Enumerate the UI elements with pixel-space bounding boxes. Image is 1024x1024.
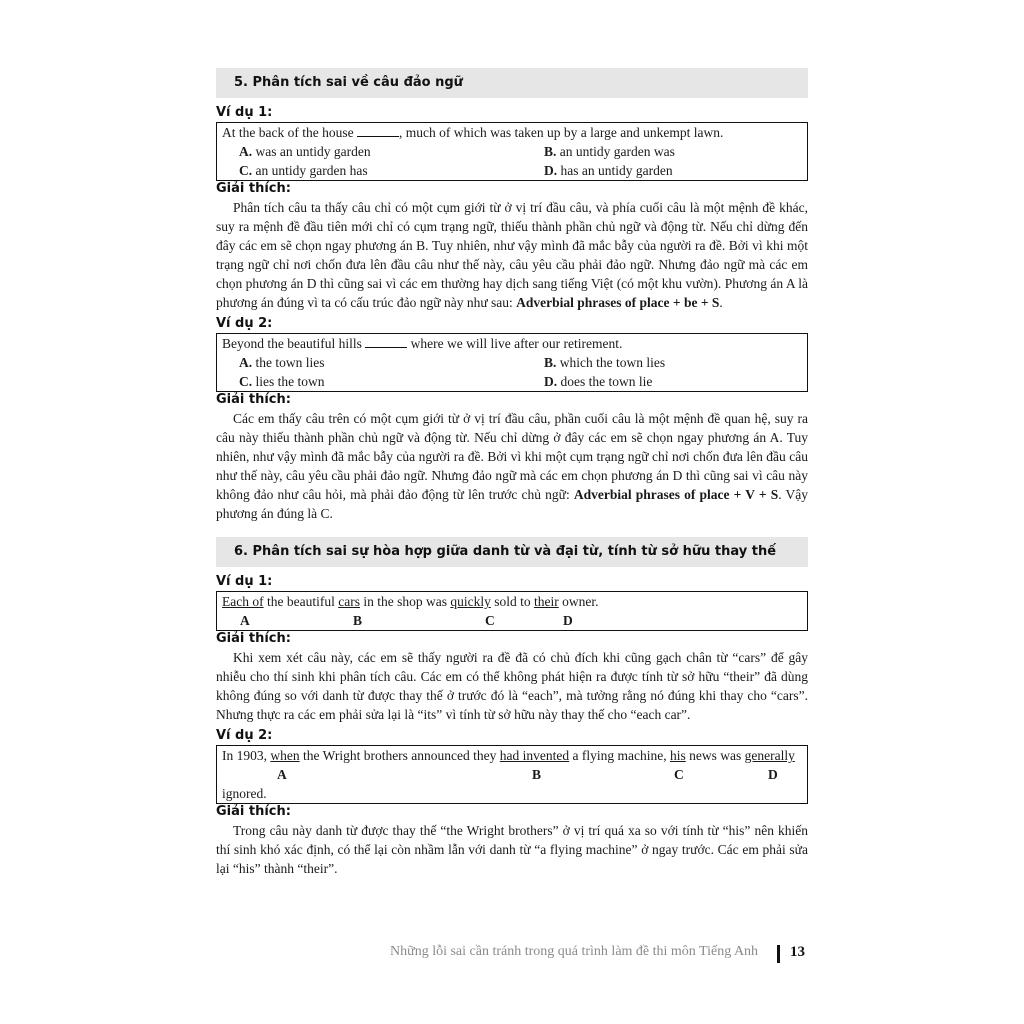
answer-letters [222, 611, 807, 630]
answer-options [222, 142, 807, 180]
option-text: an untidy garden was [559, 144, 675, 159]
question-text-end: , much of which was taken up by a large and unkempt lawn. [398, 125, 724, 140]
option-d [544, 372, 807, 391]
underlined-a: Each of [222, 594, 264, 609]
underlined-c: quickly [450, 594, 491, 609]
letter-a: A [240, 613, 250, 628]
explanation-label: Giải thích: [216, 631, 291, 646]
underlined-c: his [669, 748, 686, 763]
option-a [239, 142, 544, 161]
question-text [222, 746, 807, 765]
option-c [239, 372, 544, 391]
letter-c: C [674, 767, 684, 782]
page-footer [390, 944, 808, 964]
underlined-d: generally [744, 748, 795, 763]
example-1-label: Ví dụ 1: [216, 105, 273, 120]
question-box-5-2 [216, 333, 808, 392]
option-letter: D. [544, 163, 558, 178]
question-text [222, 334, 807, 353]
question-text-start: At the back of the house [222, 125, 354, 140]
example-1-label: Ví dụ 1: [216, 574, 273, 589]
text-segment: news was [685, 748, 745, 763]
option-b [544, 142, 807, 161]
text-segment: in the shop was [359, 594, 451, 609]
explanation-paragraph [216, 409, 808, 523]
question-text [222, 123, 807, 142]
option-text: has an untidy garden [560, 163, 673, 178]
text-segment: sold to [490, 594, 534, 609]
underlined-b: cars [338, 594, 360, 609]
letter-b: B [532, 767, 542, 782]
underlined-d: their [533, 594, 559, 609]
explanation-text: Phân tích câu ta thấy câu chỉ có một cụm giới từ ở vị trí đầu câu, và phía cuối câu là một mệnh đề khác, suy ra mệnh đề đầu tiên mới chỉ có cụm trạng ngữ, thiếu thành phần chủ ngữ và động từ. Nếu chỉ dừng đến đây các em sẽ chọn ngay phương án B. Tuy nhiên, như vậy mình đã mắc bẫy của người ra đề. Bởi vì khi một trạng ngữ chỉ nơi chốn đưa lên đầu câu như thế này, câu yêu cầu phải đảo ngữ. Nhưng đảo ngữ mà các em chọn phương án D thì cũng sai vì các em thường hay dịch sang tiếng Việt (có một khu vườn). Phương án A là phương án đúng vì ta có cấu trúc đảo ngữ này như sau: [216, 200, 808, 310]
letter-c: C [485, 613, 495, 628]
example-2-label: Ví dụ 2: [216, 728, 273, 743]
question-text-line-2: ignored. [222, 786, 267, 801]
explanation-end: . [719, 295, 723, 310]
footer-title: Những lỗi sai cần tránh trong quá trình làm đề thi môn Tiếng Anh [390, 944, 759, 959]
option-letter: B. [544, 355, 557, 370]
option-letter: A. [239, 355, 253, 370]
footer-divider [777, 945, 780, 963]
section-5-heading: 5. Phân tích sai về câu đảo ngữ [216, 68, 808, 98]
text-segment: a flying machine, [569, 748, 670, 763]
explanation-paragraph [216, 198, 808, 312]
option-d [544, 161, 807, 180]
explanation-formula: Adverbial phrases of place + V + S [573, 487, 779, 502]
explanation-label: Giải thích: [216, 181, 291, 196]
option-a [239, 353, 544, 372]
option-c [239, 161, 544, 180]
option-text: an untidy garden has [255, 163, 368, 178]
section-6-heading: 6. Phân tích sai sự hòa hợp giữa danh từ và đại từ, tính từ sở hữu thay thế [216, 537, 808, 567]
page-content [216, 68, 808, 882]
explanation-text: Các em thấy câu trên có một cụm giới từ ở vị trí đầu câu, phần cuối câu là một mệnh đề quan hệ, suy ra câu này thiếu thành phần chủ ngữ và động từ. Nếu chỉ dừng ở đây các em sẽ chọn ngay phương án A. Tuy nhiên, như vậy mình đã mắc bẫy của người ra đề. Bởi vì khi một cụm trạng ngữ chỉ nơi chốn đưa lên đầu câu như thế này, câu yêu cầu phải đảo ngữ. Nhưng đảo ngữ mà các em chọn phương án D thì cũng sai vì câu này không đảo như câu hỏi, mà phải đảo động từ lên trước chủ ngữ: [216, 411, 808, 502]
page-number: 13 [790, 944, 805, 960]
underlined-a: when [270, 748, 300, 763]
answer-letters [222, 765, 807, 784]
explanation-formula: Adverbial phrases of place + be + S [516, 295, 720, 310]
option-letter: B. [544, 144, 557, 159]
text-segment: the beautiful [263, 594, 339, 609]
explanation-label: Giải thích: [216, 392, 291, 407]
question-box-5-1 [216, 122, 808, 181]
option-letter: A. [239, 144, 253, 159]
explanation-label: Giải thích: [216, 804, 291, 819]
text-segment: In 1903, [222, 748, 271, 763]
question-box-6-1 [216, 591, 808, 631]
question-text [222, 592, 807, 611]
question-box-6-2 [216, 745, 808, 804]
underlined-b: had invented [499, 748, 570, 763]
letter-a: A [277, 767, 287, 782]
option-text: the town lies [255, 355, 325, 370]
text-segment: owner. [558, 594, 599, 609]
option-letter: C. [239, 163, 253, 178]
letter-b: B [353, 613, 363, 628]
option-letter: C. [239, 374, 253, 389]
question-text-start: Beyond the beautiful hills [222, 336, 362, 351]
explanation-paragraph: Trong câu này danh từ được thay thế “the Wright brothers” ở vị trí quá xa so với tính từ “his” nên khiến thí sinh khó xác định, có thể lại còn nhầm lẫn với danh từ “a flying machine” ở ngay trước. Các em phải sửa lại “his” thành “their”. [216, 823, 808, 876]
answer-blank [365, 334, 407, 348]
answer-blank [357, 123, 399, 137]
example-2-label: Ví dụ 2: [216, 316, 273, 331]
answer-options [222, 353, 807, 391]
explanation-end: . Vậy phương án đúng là C. [216, 487, 808, 521]
text-segment: the Wright brothers announced they [299, 748, 500, 763]
explanation-paragraph: Khi xem xét câu này, các em sẽ thấy người ra đề đã có chủ đích khi cũng gạch chân từ “cars” để gây nhiễu cho thí sinh khi phân tích câu. Các em có thể không phát hiện ra được tính từ sở hữu “their” đã dùng không đúng so với danh từ được thay thế ở trước đó là “each”, mà tưởng rằng nó đúng khi thay cho “cars”. Nhưng thực ra các em phải sửa lại là “its” vì tính từ sở hữu này thay thế cho “each car”. [216, 650, 808, 722]
letter-d: D [563, 613, 573, 628]
option-text: was an untidy garden [255, 144, 371, 159]
letter-d: D [768, 767, 778, 782]
option-text: which the town lies [559, 355, 666, 370]
option-b [544, 353, 807, 372]
option-letter: D. [544, 374, 558, 389]
option-text: lies the town [255, 374, 325, 389]
option-text: does the town lie [560, 374, 653, 389]
question-text-end: where we will live after our retirement. [407, 336, 623, 351]
